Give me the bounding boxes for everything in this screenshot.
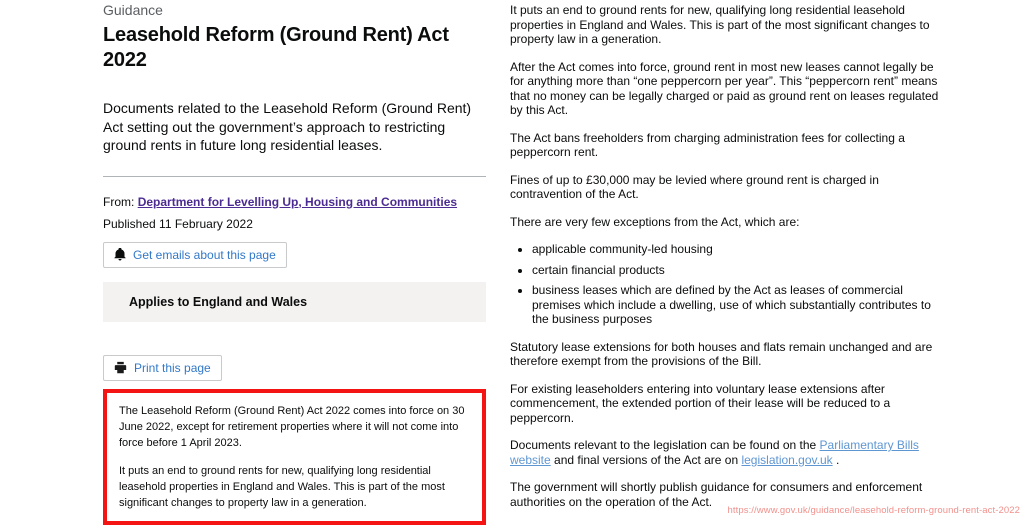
body-paragraph: After the Act comes into force, ground rent in most new leases cannot legally be for anything more than “one peppercorn per year”. This “peppercorn rent” means that no money can be legally charged or paid as ground rent on leases regulated by this Act. (510, 59, 939, 117)
applies-banner-text: Applies to England and Wales (129, 294, 308, 309)
bell-icon (114, 248, 126, 261)
published-date: Published 11 February 2022 (103, 216, 253, 231)
applies-banner (103, 282, 486, 322)
page-lead: Documents related to the Leasehold Reform (Ground Rent) Act setting out the government’s approach to restricting ground rents in future long residential leases. (103, 100, 472, 153)
list-item: • applicable community-led housing (532, 242, 946, 257)
body-paragraph: The government will shortly publish guidance for consumers and enforcement authorities on the operation of the Act. (510, 480, 923, 509)
body-paragraph: There are very few exceptions from the Act, which are: (510, 214, 800, 229)
summary-paragraph: The Leasehold Reform (Ground Rent) Act 2022 comes into force on 30 June 2022, except for retirement properties where it will not come into force before 1 April 2023. (119, 404, 465, 449)
list-item: • business leases which are defined by the Act as leases of commercial premises which include a dwelling, use of which substantially contributes to the business purposes (532, 283, 946, 327)
highlighted-summary-box (103, 389, 486, 525)
legislation-gov-uk-link[interactable]: legislation.gov.uk (741, 452, 833, 467)
links-paragraph (510, 438, 946, 467)
body-paragraph: Fines of up to £30,000 may be levied where ground rent is charged in contravention of the Act. (510, 172, 879, 201)
left-column (103, 2, 486, 525)
print-button[interactable] (103, 355, 222, 381)
body-paragraph: The Act bans freeholders from charging administration fees for collecting a peppercorn rent. (510, 130, 905, 159)
right-column (510, 3, 946, 522)
page-caption: Guidance (103, 2, 163, 18)
print-button-label: Print this page (134, 360, 211, 375)
email-signup-button[interactable] (103, 242, 287, 268)
parliamentary-bills-link[interactable]: Parliamentary Bills website (510, 438, 919, 467)
body-paragraph: It puts an end to ground rents for new, qualifying long residential leasehold properties in England and Wales. This is part of the most significant changes to property law in a generation. (510, 3, 930, 46)
links-paragraph-text: and final versions of the Act are on (550, 452, 742, 467)
department-link[interactable]: Department for Levelling Up, Housing and Communities (137, 194, 458, 209)
page-title: Leasehold Reform (Ground Rent) Act 2022 (103, 24, 449, 71)
page-url-stamp: https://www.gov.uk/guidance/leasehold-reform-ground-rent-act-2022 (727, 505, 1020, 516)
email-signup-label: Get emails about this page (133, 247, 276, 262)
from-line (103, 195, 486, 209)
printer-icon (114, 361, 127, 374)
section-divider (103, 176, 486, 177)
links-paragraph-text: . (832, 452, 840, 467)
links-paragraph-text: Documents relevant to the legislation can be found on the (510, 438, 820, 452)
body-paragraph: For existing leaseholders entering into voluntary lease extensions after commencement, the extended portion of their lease will be reduced to a peppercorn. (510, 381, 891, 425)
body-paragraph: Statutory lease extensions for both houses and flats remain unchanged and are therefore exempt from the provisions of the Bill. (510, 339, 933, 368)
from-label: From: (103, 194, 135, 209)
list-item: • certain financial products (532, 263, 946, 278)
summary-paragraph: It puts an end to ground rents for new, qualifying long residential leasehold properties in England and Wales. This is part of the most significant changes to property law in a generation. (119, 464, 445, 509)
exceptions-list (510, 242, 946, 327)
